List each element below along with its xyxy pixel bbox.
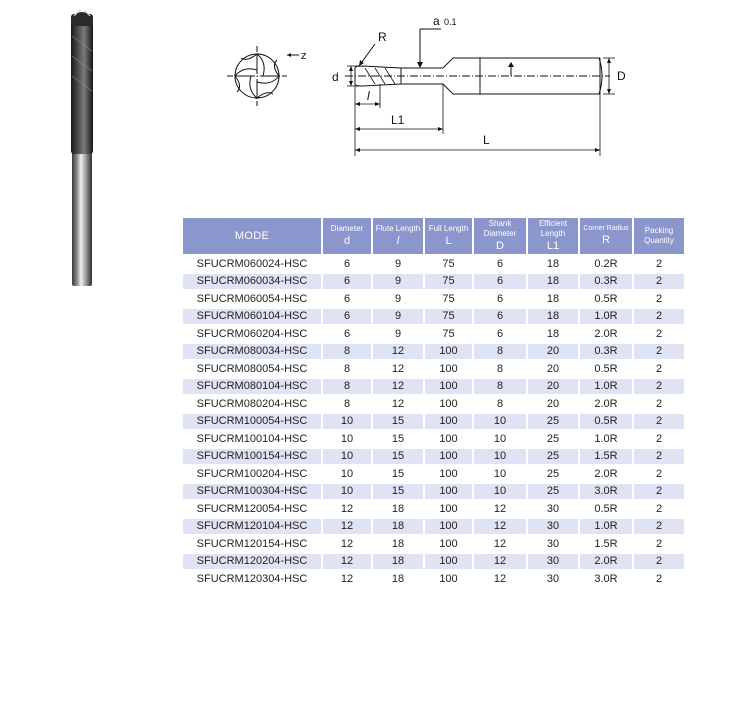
cell-flute-length: 12 [373,361,423,377]
table-row [183,361,684,377]
cell-packing-quantity: 2 [634,466,684,482]
cell-diameter: 10 [323,484,371,500]
shank-direction-arrow [508,62,514,76]
cell-shank-diameter: 12 [474,519,526,535]
cell-shank-diameter: 8 [474,379,526,395]
header-full-length: Full Length L [425,218,472,254]
cell-model: SFUCRM120104-HSC [183,519,321,535]
table-row [183,309,684,325]
cell-full-length: 75 [425,256,472,272]
cell-packing-quantity: 2 [634,484,684,500]
cell-model: SFUCRM120054-HSC [183,501,321,517]
cell-model: SFUCRM120154-HSC [183,536,321,552]
cell-diameter: 12 [323,519,371,535]
cell-model: SFUCRM060034-HSC [183,274,321,290]
cell-flute-length: 18 [373,501,423,517]
table-row [183,571,684,587]
header-diameter: Diameter d [323,218,371,254]
cell-full-length: 100 [425,396,472,412]
cell-shank-diameter: 10 [474,466,526,482]
cell-efficient-length: 30 [528,571,578,587]
cell-full-length: 100 [425,519,472,535]
table-row [183,274,684,290]
cell-flute-length: 18 [373,536,423,552]
cell-diameter: 6 [323,274,371,290]
header-mode: MODE [183,218,321,254]
cell-packing-quantity: 2 [634,361,684,377]
cell-model: SFUCRM100054-HSC [183,414,321,430]
cell-model: SFUCRM120304-HSC [183,571,321,587]
cell-corner-radius: 0.3R [580,344,632,360]
cell-corner-radius: 1.0R [580,519,632,535]
table-header-row [183,218,684,254]
cell-flute-length: 12 [373,396,423,412]
cell-packing-quantity: 2 [634,396,684,412]
cell-packing-quantity: 2 [634,571,684,587]
cell-diameter: 12 [323,571,371,587]
dimension-l [355,84,380,108]
cell-diameter: 10 [323,431,371,447]
specification-table [181,216,686,589]
cell-model: SFUCRM080104-HSC [183,379,321,395]
cell-corner-radius: 2.0R [580,554,632,570]
cell-shank-diameter: 6 [474,256,526,272]
cell-flute-length: 12 [373,379,423,395]
table-row [183,431,684,447]
cell-corner-radius: 2.0R [580,326,632,342]
cell-full-length: 100 [425,466,472,482]
cell-shank-diameter: 10 [474,414,526,430]
cell-shank-diameter: 12 [474,536,526,552]
cell-corner-radius: 3.0R [580,571,632,587]
cell-packing-quantity: 2 [634,414,684,430]
cell-packing-quantity: 2 [634,291,684,307]
cell-diameter: 8 [323,379,371,395]
cell-corner-radius: 1.0R [580,309,632,325]
cell-diameter: 12 [323,554,371,570]
cell-corner-radius: 1.0R [580,431,632,447]
table-row [183,414,684,430]
cell-packing-quantity: 2 [634,326,684,342]
cell-corner-radius: 2.0R [580,466,632,482]
cell-efficient-length: 20 [528,361,578,377]
cell-full-length: 100 [425,449,472,465]
table-body [183,256,684,587]
cell-flute-length: 9 [373,309,423,325]
cell-shank-diameter: 12 [474,554,526,570]
cell-corner-radius: 0.5R [580,361,632,377]
cell-shank-diameter: 8 [474,361,526,377]
table-row [183,291,684,307]
cell-corner-radius: 0.5R [580,291,632,307]
cell-flute-length: 9 [373,274,423,290]
table-row [183,501,684,517]
end-view-cross-section [227,46,287,106]
table-row [183,256,684,272]
a-label: a [433,14,440,28]
cell-packing-quantity: 2 [634,309,684,325]
cell-flute-length: 9 [373,291,423,307]
cell-corner-radius: 0.5R [580,414,632,430]
cell-diameter: 6 [323,256,371,272]
cell-full-length: 100 [425,414,472,430]
cell-diameter: 10 [323,466,371,482]
cell-corner-radius: 0.5R [580,501,632,517]
cell-efficient-length: 25 [528,484,578,500]
cell-shank-diameter: 6 [474,326,526,342]
cell-flute-length: 15 [373,466,423,482]
cell-model: SFUCRM080034-HSC [183,344,321,360]
cell-diameter: 8 [323,396,371,412]
table-row [183,326,684,342]
cell-packing-quantity: 2 [634,379,684,395]
L1-label: L1 [391,113,405,127]
z-label: z [301,50,307,62]
cell-corner-radius: 0.3R [580,274,632,290]
cell-packing-quantity: 2 [634,554,684,570]
cell-model: SFUCRM100204-HSC [183,466,321,482]
cell-packing-quantity: 2 [634,274,684,290]
cell-efficient-length: 18 [528,326,578,342]
cell-corner-radius: 3.0R [580,484,632,500]
R-label: R [378,30,387,44]
side-view-outline [345,58,610,94]
cell-corner-radius: 2.0R [580,396,632,412]
cell-diameter: 10 [323,414,371,430]
l-label: l [367,89,370,103]
d-label: d [332,70,339,84]
cell-packing-quantity: 2 [634,344,684,360]
header-corner-radius: Corner Radius R [580,218,632,254]
table-row [183,536,684,552]
cell-efficient-length: 20 [528,379,578,395]
cell-flute-length: 15 [373,449,423,465]
header-flute-length: Flute Length l [373,218,423,254]
cell-efficient-length: 30 [528,554,578,570]
cell-efficient-length: 25 [528,449,578,465]
cell-full-length: 100 [425,361,472,377]
table-row [183,396,684,412]
cell-shank-diameter: 10 [474,431,526,447]
end-mill-dimension-diagram [215,4,635,164]
cell-full-length: 75 [425,291,472,307]
cell-packing-quantity: 2 [634,536,684,552]
cell-full-length: 75 [425,309,472,325]
cell-model: SFUCRM060024-HSC [183,256,321,272]
cell-corner-radius: 0.2R [580,256,632,272]
cell-full-length: 100 [425,536,472,552]
cell-full-length: 100 [425,379,472,395]
cell-flute-length: 9 [373,326,423,342]
end-mill-photo [62,6,102,288]
cell-model: SFUCRM100154-HSC [183,449,321,465]
cell-full-length: 100 [425,344,472,360]
cell-shank-diameter: 6 [474,309,526,325]
cell-efficient-length: 30 [528,501,578,517]
cell-shank-diameter: 10 [474,449,526,465]
cell-packing-quantity: 2 [634,501,684,517]
cell-efficient-length: 30 [528,519,578,535]
cell-full-length: 100 [425,571,472,587]
cell-model: SFUCRM060054-HSC [183,291,321,307]
cell-full-length: 100 [425,484,472,500]
cell-efficient-length: 20 [528,344,578,360]
cell-full-length: 75 [425,274,472,290]
cell-flute-length: 15 [373,431,423,447]
cell-flute-length: 18 [373,554,423,570]
cell-efficient-length: 18 [528,309,578,325]
cell-efficient-length: 30 [528,536,578,552]
cell-full-length: 100 [425,501,472,517]
cell-diameter: 8 [323,361,371,377]
cell-shank-diameter: 6 [474,274,526,290]
cell-shank-diameter: 12 [474,501,526,517]
cell-efficient-length: 25 [528,466,578,482]
table-row [183,379,684,395]
cell-efficient-length: 18 [528,256,578,272]
cell-packing-quantity: 2 [634,256,684,272]
cell-flute-length: 15 [373,484,423,500]
cell-diameter: 6 [323,291,371,307]
cell-diameter: 12 [323,536,371,552]
cell-model: SFUCRM100104-HSC [183,431,321,447]
cell-shank-diameter: 8 [474,396,526,412]
a-value-label: 0.1 [444,17,457,27]
L-label: L [483,133,490,147]
cell-efficient-length: 20 [528,396,578,412]
cell-efficient-length: 18 [528,291,578,307]
cell-efficient-length: 25 [528,414,578,430]
cell-shank-diameter: 12 [474,571,526,587]
cell-corner-radius: 1.5R [580,449,632,465]
cell-packing-quantity: 2 [634,519,684,535]
cell-flute-length: 15 [373,414,423,430]
header-efficient-length: Efficient Length L1 [528,218,578,254]
table-row [183,519,684,535]
cell-flute-length: 12 [373,344,423,360]
cell-shank-diameter: 10 [474,484,526,500]
table-row [183,554,684,570]
cell-efficient-length: 25 [528,431,578,447]
cell-model: SFUCRM060204-HSC [183,326,321,342]
cell-flute-length: 9 [373,256,423,272]
cell-corner-radius: 1.5R [580,536,632,552]
cell-diameter: 8 [323,344,371,360]
cell-diameter: 6 [323,309,371,325]
cell-shank-diameter: 6 [474,291,526,307]
cell-full-length: 100 [425,431,472,447]
cell-model: SFUCRM060104-HSC [183,309,321,325]
cell-diameter: 12 [323,501,371,517]
cell-efficient-length: 18 [528,274,578,290]
cell-flute-length: 18 [373,571,423,587]
cell-diameter: 6 [323,326,371,342]
cell-model: SFUCRM080204-HSC [183,396,321,412]
header-packing-quantity: Packing Quantity [634,218,684,254]
D-label: D [617,69,626,83]
table-row [183,466,684,482]
table-row [183,484,684,500]
cell-model: SFUCRM120204-HSC [183,554,321,570]
header-shank-diameter: Shank Diameter D [474,218,526,254]
cell-full-length: 75 [425,326,472,342]
table-row [183,449,684,465]
cell-shank-diameter: 8 [474,344,526,360]
cell-corner-radius: 1.0R [580,379,632,395]
z-axis-arrow [287,50,307,62]
cell-packing-quantity: 2 [634,431,684,447]
cell-full-length: 100 [425,554,472,570]
cell-model: SFUCRM080054-HSC [183,361,321,377]
corner-radius-callout [359,30,387,66]
cell-flute-length: 18 [373,519,423,535]
cell-packing-quantity: 2 [634,449,684,465]
table-row [183,344,684,360]
cell-diameter: 10 [323,449,371,465]
cell-model: SFUCRM100304-HSC [183,484,321,500]
